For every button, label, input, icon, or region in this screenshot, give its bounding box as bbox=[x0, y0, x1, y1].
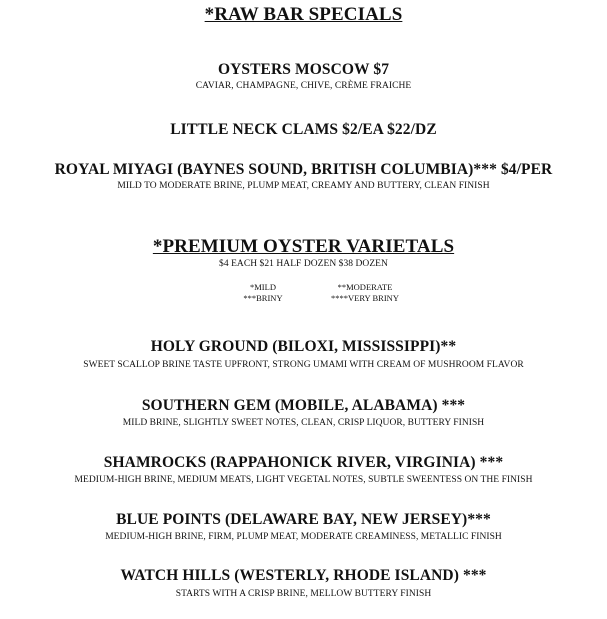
legend-briny: ***BRINY bbox=[243, 293, 283, 303]
premium-title: *PREMIUM OYSTER VARIETALS bbox=[152, 236, 455, 257]
legend-moderate: **MODERATE bbox=[337, 282, 393, 292]
shamrocks-title: SHAMROCKS (RAPPAHONICK RIVER, VIRGINIA) *** bbox=[103, 454, 504, 471]
oysters-moscow-desc: CAVIAR, CHAMPAGNE, CHIVE, CRÈME FRAICHE bbox=[195, 81, 412, 91]
watch-hills-desc: STARTS WITH A CRISP BRINE, MELLOW BUTTERY FINISH bbox=[175, 589, 432, 599]
southern-gem-desc: MILD BRINE, SLIGHTLY SWEET NOTES, CLEAN, CRISP LIQUOR, BUTTERY FINISH bbox=[122, 418, 485, 428]
royal-miyagi-desc: MILD TO MODERATE BRINE, PLUMP MEAT, CREAMY AND BUTTERY, CLEAN FINISH bbox=[117, 181, 490, 191]
holy-ground-title: HOLY GROUND (BILOXI, MISSISSIPPI)** bbox=[150, 338, 457, 355]
legend-very-briny: ****VERY BRINY bbox=[331, 293, 399, 303]
blue-points-title: BLUE POINTS (DELAWARE BAY, NEW JERSEY)*** bbox=[116, 511, 491, 528]
premium-pricing: $4 EACH $21 HALF DOZEN $38 DOZEN bbox=[219, 259, 388, 269]
holy-ground-desc: SWEET SCALLOP BRINE TASTE UPFRONT, STRONG UMAMI WITH CREAM OF MUSHROOM FLAVOR bbox=[83, 360, 524, 370]
little-neck-clams-title: LITTLE NECK CLAMS $2/EA $22/DZ bbox=[170, 121, 437, 138]
oysters-moscow-title: OYSTERS MOSCOW $7 bbox=[217, 61, 390, 78]
watch-hills-title: WATCH HILLS (WESTERLY, RHODE ISLAND) *** bbox=[120, 567, 487, 584]
royal-miyagi-title: ROYAL MIYAGI (BAYNES SOUND, BRITISH COLUMBIA)*** $4/PER bbox=[54, 161, 553, 178]
blue-points-desc: MEDIUM-HIGH BRINE, FIRM, PLUMP MEAT, MODERATE CREAMINESS, METALLIC FINISH bbox=[105, 532, 502, 542]
shamrocks-desc: MEDIUM-HIGH BRINE, MEDIUM MEATS, LIGHT VEGETAL NOTES, SUBTLE SWEENTESS ON THE FINISH bbox=[74, 475, 533, 485]
raw-bar-title: *RAW BAR SPECIALS bbox=[204, 4, 403, 25]
southern-gem-title: SOUTHERN GEM (MOBILE, ALABAMA) *** bbox=[141, 397, 466, 414]
legend-mild: *MILD bbox=[250, 282, 276, 292]
